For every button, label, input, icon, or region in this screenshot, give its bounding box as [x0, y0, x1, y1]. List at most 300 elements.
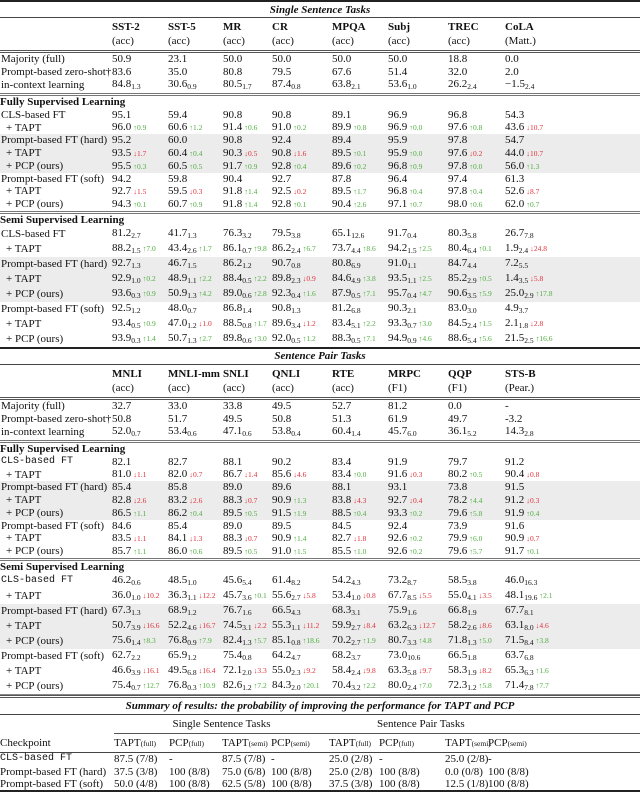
value-cell: [168, 65, 223, 77]
summary-cell: 100 (8/8): [379, 778, 445, 792]
value-cell: [388, 242, 448, 257]
value-cell: [388, 589, 448, 604]
value-cell: [112, 520, 168, 532]
std-subscript: 2.9: [524, 290, 534, 300]
std-subscript: 2.2: [131, 652, 141, 662]
value: 61.9: [388, 412, 408, 425]
value-cell: [505, 302, 640, 317]
value-cell: [168, 242, 223, 257]
arrow-down-icon: ↓: [189, 495, 193, 505]
delta: [199, 681, 216, 690]
arrow-down-icon: ↓: [253, 620, 258, 630]
summary-cell: 12.5 (1/8): [445, 778, 489, 791]
delta-value: 0.5: [193, 161, 203, 171]
value-cell: [332, 494, 388, 507]
delta: [303, 621, 320, 630]
arrow-up-icon: ↑: [418, 680, 423, 690]
value-cell: [223, 398, 272, 412]
arrow-up-icon: ↑: [409, 148, 413, 158]
delta-value: 16.4: [202, 665, 216, 675]
value-cell: [223, 545, 272, 560]
delta: [526, 496, 539, 505]
value: 91.9: [505, 506, 525, 519]
std-subscript: 1.1: [407, 260, 417, 270]
value-cell: [112, 160, 168, 173]
delta-value: 0.2: [413, 533, 423, 543]
metric-label: (acc): [223, 35, 272, 52]
value: 84.3: [272, 678, 292, 691]
value-cell: [168, 317, 223, 332]
value: 91.2: [505, 455, 525, 468]
value: 94.9: [388, 331, 408, 344]
checkpoint-header: Checkpoint: [0, 733, 114, 752]
delta: [143, 621, 160, 630]
std-subscript: 0.5: [351, 335, 361, 345]
value: 85.5: [332, 544, 352, 557]
value-cell: [388, 679, 448, 695]
delta-value: 0.2: [297, 186, 307, 196]
value-cell: [388, 507, 448, 520]
value-cell: [112, 494, 168, 507]
value: 83.5: [112, 531, 132, 544]
summary-table: [0, 695, 640, 792]
value-cell: [388, 121, 448, 134]
arrow-down-icon: ↓: [362, 620, 367, 630]
arrow-up-icon: ↑: [198, 273, 203, 283]
value-cell: [505, 412, 640, 424]
value-cell: [448, 494, 505, 507]
dataset-header: SST-2: [112, 21, 140, 33]
value: 54.3: [505, 108, 525, 121]
value: 92.5: [272, 184, 292, 197]
delta-value: 4.3: [357, 495, 367, 505]
delta-value: 17.8: [539, 288, 553, 298]
arrow-up-icon: ↑: [409, 161, 413, 171]
delta: [479, 681, 492, 690]
value: 43.6: [505, 121, 525, 134]
arrow-up-icon: ↑: [362, 273, 367, 283]
std-subscript: 2.1: [407, 305, 417, 315]
dataset-header: CR: [272, 21, 288, 33]
delta: [363, 666, 376, 675]
value-cell: [168, 532, 223, 545]
value: 50.0: [332, 53, 352, 66]
delta-value: 0.4: [413, 186, 423, 196]
value-cell: [388, 109, 448, 121]
delta: [293, 123, 306, 132]
delta: [526, 200, 539, 209]
delta: [469, 187, 482, 196]
value: 50.9: [112, 53, 132, 66]
value-cell: [448, 121, 505, 134]
value-cell: [448, 507, 505, 520]
summary-block: [0, 696, 640, 791]
value: 60.4: [332, 424, 352, 437]
value: 90.8: [223, 134, 243, 147]
value-cell: [448, 317, 505, 332]
arrow-down-icon: ↓: [526, 470, 530, 480]
arrow-up-icon: ↑: [142, 333, 147, 343]
delta-value: 2.7: [202, 333, 212, 343]
value: 79.6: [448, 544, 468, 557]
section-title: Fully Supervised Learning: [0, 441, 640, 456]
value-cell: [223, 227, 272, 242]
row-label: Prompt-based FT (hard): [0, 257, 112, 272]
delta: [419, 319, 432, 328]
value-cell: [168, 456, 223, 468]
dataset-header: STS-B: [505, 367, 536, 380]
delta: [244, 123, 257, 132]
delta-value: 2.8: [533, 318, 544, 328]
std-subscript: 2.0: [242, 667, 252, 677]
arrow-up-icon: ↑: [244, 186, 248, 196]
arrow-down-icon: ↓: [244, 148, 248, 158]
value: 52.7: [332, 400, 352, 413]
table-row: [0, 242, 640, 257]
value: 48.0: [168, 301, 188, 314]
value-cell: [332, 332, 388, 348]
delta: [469, 200, 482, 209]
value-cell: [272, 173, 332, 185]
value-cell: [168, 412, 223, 424]
value: 63.1: [505, 618, 525, 631]
value: 80.2: [448, 468, 468, 481]
std-subscript: 5.2: [467, 428, 477, 438]
delta: [133, 470, 146, 479]
value-cell: [223, 481, 272, 493]
value-cell: [223, 619, 272, 634]
value-cell: [388, 412, 448, 424]
delta-value: 8.7: [530, 186, 540, 196]
value: −1.5: [505, 77, 525, 90]
delta: [469, 123, 482, 132]
value-cell: [112, 412, 168, 424]
delta: [536, 666, 549, 675]
arrow-down-icon: ↓: [418, 665, 423, 675]
value: 87.9: [332, 286, 352, 299]
delta: [419, 591, 432, 600]
std-subscript: 3.5: [518, 275, 529, 285]
value: 75.4: [223, 648, 243, 661]
delta-value: 10.7: [530, 148, 544, 158]
arrow-down-icon: ↓: [142, 590, 147, 600]
delta: [303, 274, 316, 283]
baseline-row: [0, 78, 640, 95]
row-label: + TAPT: [6, 532, 42, 545]
table-row: [0, 574, 640, 589]
value: 88.3: [332, 331, 352, 344]
value: 84.8: [112, 77, 132, 90]
value-cell: [168, 649, 223, 664]
value: 51.3: [332, 412, 352, 425]
std-subscript: 2.3: [291, 275, 301, 285]
value-cell: [505, 198, 640, 213]
value: 91.8: [223, 197, 243, 210]
value-cell: [388, 287, 448, 302]
std-subscript: 1.3: [131, 81, 141, 91]
value: 90.8: [223, 108, 243, 121]
value: 88.2: [112, 241, 132, 254]
arrow-up-icon: ↑: [469, 508, 473, 518]
delta-value: 5.5: [422, 590, 432, 600]
value: 84.6: [112, 519, 132, 532]
baseline-row: [0, 65, 640, 77]
value-cell: [223, 78, 272, 95]
value: 66.5: [272, 603, 292, 616]
delta-value: 0.3: [193, 186, 203, 196]
arrow-up-icon: ↑: [302, 635, 307, 645]
table-row: [0, 317, 640, 332]
metric-label: (Matt.): [505, 35, 640, 52]
delta: [303, 591, 316, 600]
value: 80.4: [448, 241, 468, 254]
value: 92.7: [112, 184, 132, 197]
arrow-down-icon: ↓: [469, 148, 473, 158]
arrow-up-icon: ↑: [353, 508, 357, 518]
value: 49.5: [168, 663, 188, 676]
value-cell: [223, 287, 272, 302]
std-subscript: 1.2: [131, 305, 141, 315]
arrow-up-icon: ↑: [293, 495, 297, 505]
value: 80.8: [223, 65, 243, 78]
value: 50.8: [272, 412, 292, 425]
delta-value: 1.6: [539, 665, 549, 675]
delta: [409, 162, 422, 171]
value: 67.7: [388, 588, 408, 601]
delta-value: 0.8: [473, 123, 483, 133]
method-name: TAPT: [329, 736, 356, 749]
arrow-down-icon: ↓: [253, 665, 258, 675]
value-cell: [272, 664, 332, 679]
baseline-row: [0, 425, 640, 442]
value-cell: [168, 664, 223, 679]
arrow-down-icon: ↓: [530, 318, 534, 328]
value: 82.4: [223, 633, 243, 646]
value: 89.5: [332, 146, 352, 159]
arrow-up-icon: ↑: [478, 333, 483, 343]
value-cell: [332, 302, 388, 317]
value: 79.7: [448, 455, 468, 468]
delta-value: 4.6: [297, 470, 307, 480]
delta: [419, 289, 432, 298]
value: 52.2: [168, 618, 188, 631]
value-cell: [332, 287, 388, 302]
value: 26.7: [505, 226, 525, 239]
delta: [143, 289, 156, 298]
delta: [133, 547, 146, 556]
value-cell: [112, 589, 168, 604]
value-cell: [388, 134, 448, 146]
row-label: in-context learning: [1, 426, 85, 439]
arrow-up-icon: ↑: [253, 333, 258, 343]
arrow-up-icon: ↑: [478, 318, 483, 328]
value: 89.0: [223, 519, 243, 532]
summary-col-header: [488, 733, 640, 752]
value: 7.2: [505, 256, 519, 269]
delta-value: 0.2: [413, 508, 423, 518]
value-cell: [223, 468, 272, 481]
table-row: [0, 257, 640, 272]
delta: [143, 681, 160, 690]
delta: [479, 319, 492, 328]
value: 86.8: [223, 301, 243, 314]
delta: [199, 621, 216, 630]
delta-value: 7.2: [257, 680, 267, 690]
value-cell: [272, 52, 332, 66]
value: 96.8: [448, 108, 468, 121]
delta-value: 2.1: [543, 590, 553, 600]
arrow-up-icon: ↑: [409, 533, 413, 543]
summary-col-header: [271, 733, 329, 752]
delta: [254, 681, 267, 690]
summary-cell: 25.0 (2/8): [445, 753, 489, 766]
block-title-row: [0, 348, 640, 365]
delta-value: 0.6: [473, 199, 483, 209]
value: 90.3: [223, 146, 243, 159]
metric-label: (acc): [168, 382, 223, 399]
method-name: PCP: [169, 736, 189, 749]
value: 93.1: [388, 481, 408, 494]
delta-value: 4.4: [473, 495, 483, 505]
arrow-up-icon: ↑: [133, 123, 137, 133]
delta-value: 10.7: [530, 123, 544, 133]
delta: [409, 534, 422, 543]
std-subscript: 2.6: [467, 622, 477, 632]
summary-col-header: [222, 733, 271, 752]
value-cell: [223, 317, 272, 332]
row-label: Prompt-based FT (soft): [1, 172, 105, 185]
value-cell: [448, 574, 505, 589]
value: 73.9: [448, 519, 468, 532]
value: 91.4: [223, 121, 243, 134]
value: 90.7: [272, 256, 292, 269]
delta: [353, 496, 366, 505]
value-cell: [168, 109, 223, 121]
arrow-up-icon: ↑: [142, 318, 147, 328]
value: 81.2: [388, 400, 408, 413]
value: 83.2: [168, 493, 188, 506]
delta-value: 1.1: [137, 470, 147, 480]
std-subscript: 0.6: [131, 577, 141, 587]
section-title: Fully Supervised Learning: [0, 94, 640, 109]
value-cell: [168, 481, 223, 493]
value-cell: [223, 52, 272, 66]
delta-value: 1.6: [306, 288, 316, 298]
value: -3.2: [505, 412, 523, 425]
value-cell: [272, 619, 332, 634]
std-subscript: 1.4: [351, 428, 361, 438]
std-subscript: 10.6: [407, 652, 421, 662]
arrow-up-icon: ↑: [142, 243, 147, 253]
value-cell: [332, 198, 388, 213]
delta-value: 0.7: [413, 199, 423, 209]
delta-value: 0.3: [413, 470, 423, 480]
value-cell: [168, 604, 223, 619]
delta: [526, 187, 539, 196]
value: 86.0: [168, 544, 188, 557]
std-subscript: 2.4: [407, 682, 417, 692]
delta-value: 7.1: [366, 288, 376, 298]
value: 85.6: [272, 468, 292, 481]
value: 86.2: [272, 241, 292, 254]
value: 89.0: [223, 481, 243, 494]
value: 81.2: [112, 226, 132, 239]
value: 92.8: [272, 159, 292, 172]
metric-label: (Pear.): [505, 382, 640, 399]
delta-value: 1.4: [297, 533, 307, 543]
value-cell: [168, 520, 223, 532]
value-cell: [272, 481, 332, 493]
value: 58.3: [448, 663, 468, 676]
summary-cell: 100 (8/8): [488, 778, 640, 792]
value-cell: [223, 257, 272, 272]
value-cell: [388, 468, 448, 481]
table-row: [0, 664, 640, 679]
value-cell: [112, 287, 168, 302]
delta: [244, 547, 257, 556]
value-cell: [168, 78, 223, 95]
table-row: [0, 302, 640, 317]
method-name: TAPT: [222, 736, 249, 749]
delta-value: 16.6: [539, 333, 553, 343]
value-cell: [112, 619, 168, 634]
value: 50.8: [112, 412, 132, 425]
value: 89.5: [223, 506, 243, 519]
arrow-up-icon: ↑: [253, 318, 258, 328]
std-subscript: 2.0: [291, 682, 301, 692]
value-cell: [223, 198, 272, 213]
arrow-down-icon: ↓: [198, 620, 203, 630]
value-cell: [388, 398, 448, 412]
value: 97.8: [448, 184, 468, 197]
value-cell: [332, 173, 388, 185]
value-cell: [448, 634, 505, 649]
delta-value: 0.4: [413, 495, 423, 505]
value: 93.6: [112, 286, 132, 299]
value: 91.8: [223, 184, 243, 197]
value-cell: [272, 494, 332, 507]
std-subscript: 0.5: [291, 335, 301, 345]
delta: [143, 666, 160, 675]
value: 95.9: [388, 134, 408, 147]
delta-value: 9.2: [306, 665, 316, 675]
delta: [530, 319, 543, 328]
value-cell: [448, 520, 505, 532]
value-cell: [448, 619, 505, 634]
value: 65.1: [332, 226, 352, 239]
delta: [530, 274, 543, 283]
delta: [409, 509, 422, 518]
value-cell: [112, 52, 168, 66]
value: 88.1: [223, 455, 243, 468]
value-cell: [112, 332, 168, 348]
delta: [133, 496, 146, 505]
std-subscript: 2.7: [291, 592, 301, 602]
delta-value: 16.1: [146, 665, 160, 675]
value: 75.9: [388, 603, 408, 616]
value-cell: [448, 185, 505, 198]
value-cell: [272, 332, 332, 348]
value-cell: [332, 481, 388, 493]
delta-value: 0.5: [248, 508, 258, 518]
arrow-down-icon: ↓: [133, 186, 137, 196]
metric-label: (acc): [332, 382, 388, 399]
arrow-up-icon: ↑: [535, 288, 540, 298]
value: 79.5: [272, 226, 292, 239]
value-cell: [448, 398, 505, 412]
value-cell: [505, 121, 640, 134]
arrow-down-icon: ↓: [526, 495, 530, 505]
